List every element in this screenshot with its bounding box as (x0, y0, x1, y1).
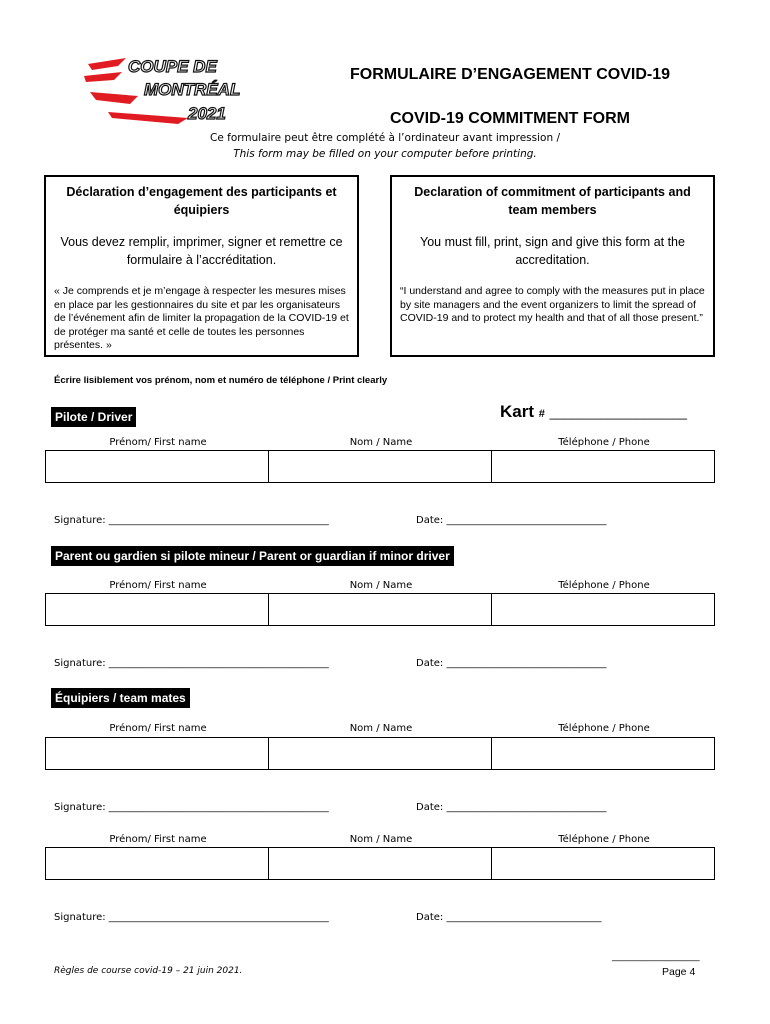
teammate2-last-name-input[interactable] (269, 848, 492, 879)
col-first-name: Prénom/ First name (109, 580, 207, 591)
driver-first-name-input[interactable] (46, 451, 269, 482)
section-guardian-heading: Parent ou gardien si pilote mineur / Parent or guardian if minor driver (51, 546, 454, 566)
page-number: Page 4 (662, 966, 696, 978)
declaration-quote-fr: « Je comprends et je m’engage à respecter les mesures mises en place par les gestionnaires du site et par les organisateurs de l’événement afin de limiter la propagation de la COVID-19 et de protéger ma santé et celle de toutes les personnes présentes. » (54, 285, 349, 351)
subtitle-en: This form may be filled on your computer before printing. (233, 148, 537, 160)
print-clearly-note: Écrire lisiblement vos prénom, nom et numéro de téléphone / Print clearly (54, 375, 388, 386)
driver-date-line[interactable]: Date: ________________________________ (416, 515, 607, 526)
teammate2-signature-line[interactable]: Signature: ____________________________________________ (54, 912, 329, 923)
form-title-fr: FORMULAIRE D’ENGAGEMENT COVID-19 (349, 66, 670, 83)
driver-signature-line[interactable]: Signature: ____________________________________________ (54, 515, 329, 526)
col-phone: Téléphone / Phone (558, 437, 650, 448)
driver-last-name-input[interactable] (269, 451, 492, 482)
declaration-heading-en: Declaration of commitment of participants and team members (414, 185, 691, 217)
logo-line3: 2021 (188, 104, 226, 123)
driver-phone-input[interactable] (492, 451, 714, 482)
guardian-last-name-input[interactable] (269, 594, 492, 625)
declaration-requirement-fr: Vous devez remplir, imprimer, signer et remettre ce formulaire à l’accréditation. (60, 235, 343, 267)
teammate2-fields-row (45, 847, 715, 880)
guardian-signature-line[interactable]: Signature: ____________________________________________ (54, 658, 329, 669)
logo-line2: MONTRÉAL (144, 80, 241, 99)
teammate2-phone-input[interactable] (492, 848, 714, 879)
declaration-quote-en: “I understand and agree to comply with the measures put in place by site managers and the event organizers to limit the spread of COVID-19 and to protect my health and that of all those present.” (400, 285, 705, 324)
teammate2-first-name-input[interactable] (46, 848, 269, 879)
kart-number-field[interactable] (500, 402, 687, 422)
col-first-name: Prénom/ First name (109, 834, 207, 845)
teammate1-date-line[interactable]: Date: ________________________________ (416, 802, 607, 813)
logo-line1: COUPE DE (128, 57, 217, 76)
col-first-name: Prénom/ First name (109, 437, 207, 448)
teammate1-last-name-input[interactable] (269, 738, 492, 769)
col-phone: Téléphone / Phone (558, 580, 650, 591)
col-last-name: Nom / Name (349, 834, 413, 845)
footer-rules: Règles de course covid-19 – 21 juin 2021. (54, 966, 243, 976)
declaration-requirement-en: You must fill, print, sign and give this form at the accreditation. (420, 235, 685, 267)
guardian-date-line[interactable]: Date: ________________________________ (416, 658, 607, 669)
teammate2-date-line[interactable]: Date: _______________________________ (416, 912, 602, 923)
section-driver-heading: Pilote / Driver (51, 407, 136, 427)
col-first-name: Prénom/ First name (109, 723, 207, 734)
subtitle-fr: Ce formulaire peut être complété à l’ordinateur avant impression / (210, 132, 560, 144)
col-phone: Téléphone / Phone (558, 723, 650, 734)
coupe-de-montreal-logo (78, 52, 278, 128)
kart-hash: # (538, 408, 545, 420)
declaration-box-fr (44, 175, 359, 357)
teammate1-phone-input[interactable] (492, 738, 714, 769)
driver-fields-row (45, 450, 715, 483)
col-last-name: Nom / Name (349, 580, 413, 591)
teammate1-signature-line[interactable]: Signature: ____________________________________________ (54, 802, 329, 813)
footer-page-line: _______________ (612, 950, 700, 962)
declaration-box-en (390, 175, 715, 357)
section-team-heading: Équipiers / team mates (51, 688, 190, 708)
declaration-heading-fr: Déclaration d’engagement des participants et équipiers (66, 185, 337, 217)
guardian-fields-row (45, 593, 715, 626)
guardian-phone-input[interactable] (492, 594, 714, 625)
col-last-name: Nom / Name (349, 723, 413, 734)
kart-label: Kart (500, 402, 535, 421)
form-title-en: COVID-19 COMMITMENT FORM (390, 110, 630, 127)
kart-line: ___________________ (549, 405, 687, 420)
teammate1-fields-row (45, 737, 715, 770)
teammate1-first-name-input[interactable] (46, 738, 269, 769)
guardian-first-name-input[interactable] (46, 594, 269, 625)
col-phone: Téléphone / Phone (558, 834, 650, 845)
col-last-name: Nom / Name (349, 437, 413, 448)
